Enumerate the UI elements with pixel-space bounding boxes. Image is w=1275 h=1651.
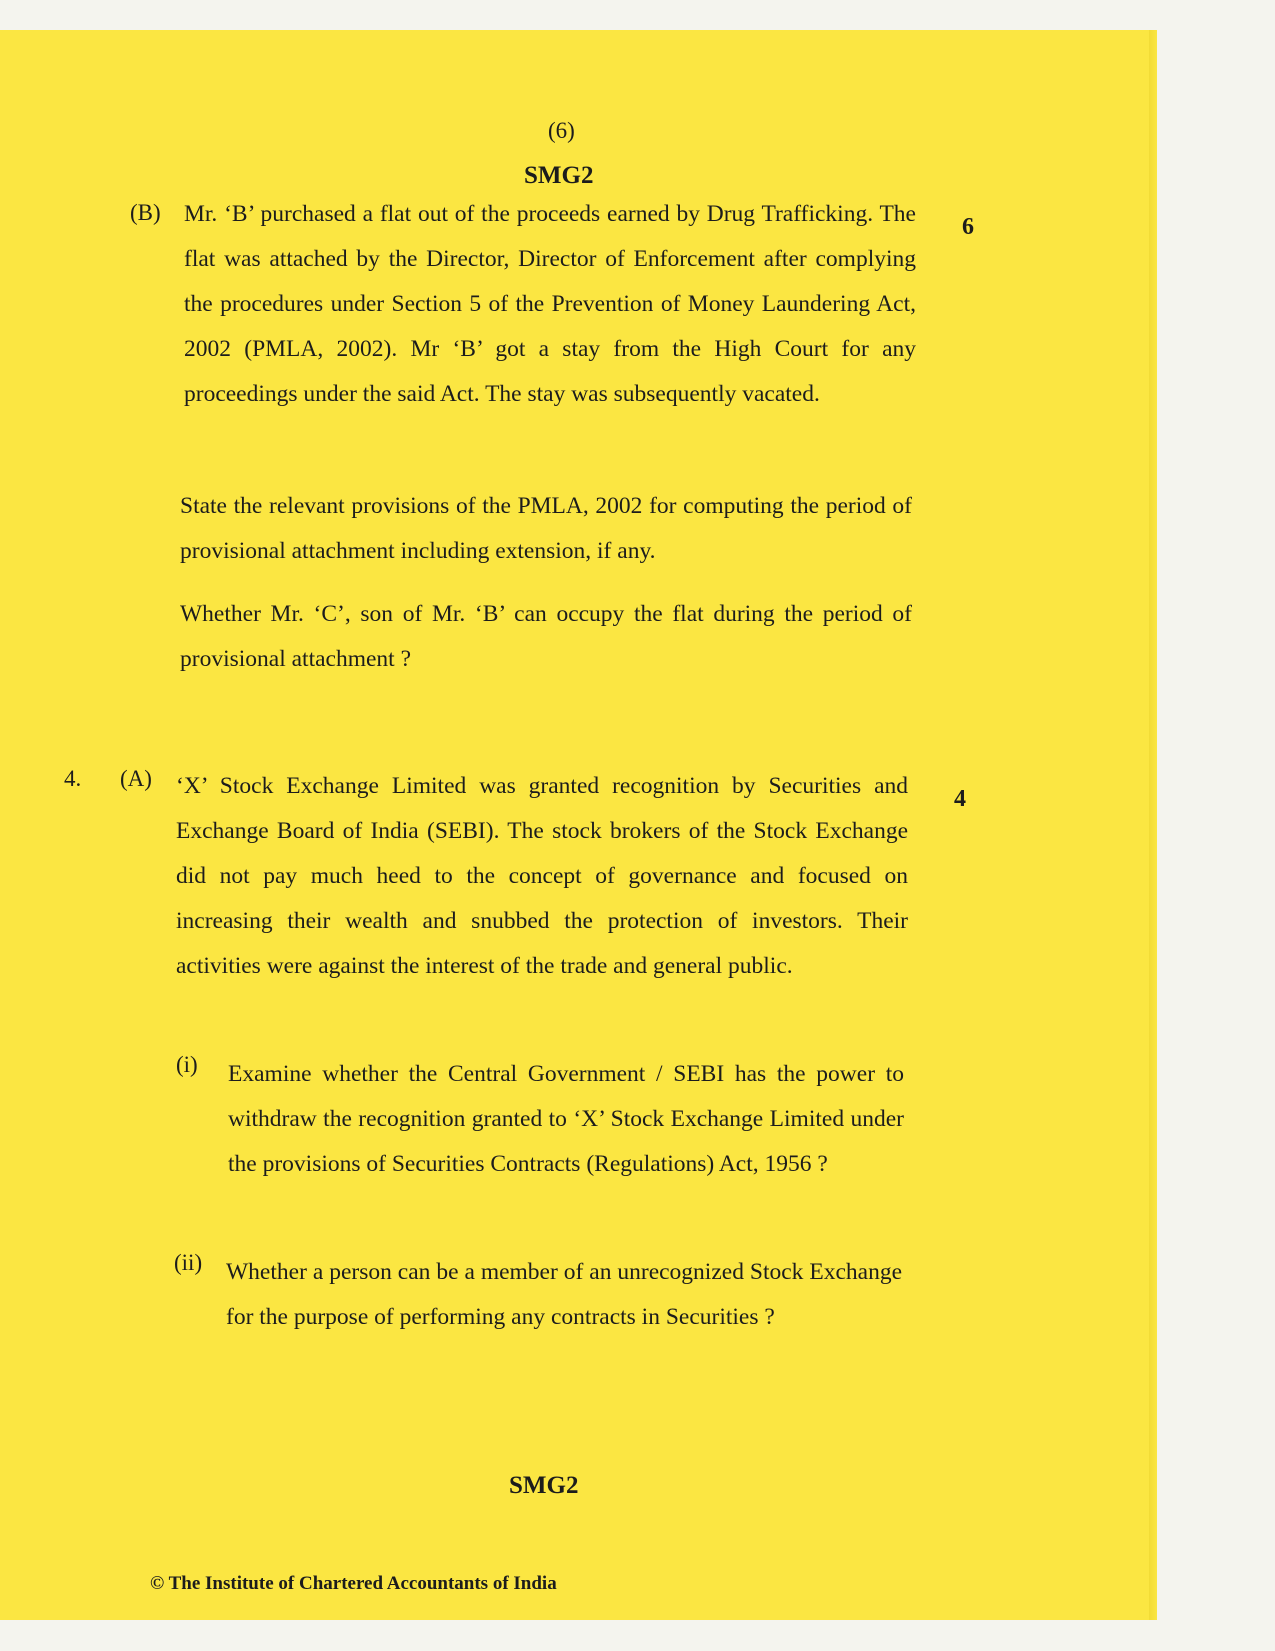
question-3b-marks: 6 bbox=[962, 214, 974, 240]
question-4a-sub-ii-label: (ii) bbox=[174, 1250, 203, 1275]
question-4a-paragraph-1: ‘X’ Stock Exchange Limited was granted recognition by Securities and Exchange Board of India (SEBI). The stock brokers of the Stock Exchange did not pay much heed to the concept of governance and focused on increasing their wealth and snubbed the protection of investors. Their activities were against the interest of the trade and general public. bbox=[176, 773, 908, 979]
question-4a-sub-ii-text: Whether a person can be a member of an unrecognized Stock Exchange for the purpose of performing any contracts in Securities ? bbox=[226, 1259, 902, 1330]
question-4-number: 4. bbox=[64, 766, 82, 791]
paper-code-footer: SMG2 bbox=[509, 1472, 579, 1499]
sheet-edge bbox=[1149, 30, 1157, 1620]
question-4a-label: (A) bbox=[120, 766, 152, 791]
copyright-notice: © The Institute of Chartered Accountants of India bbox=[150, 1573, 557, 1594]
question-4a-sub-i-text: Examine whether the Central Government / SEBI has the power to withdraw the recognition granted to ‘X’ Stock Exchange Limited under the provisions of Securities Contracts (Regulations) Act, 1956 ? bbox=[228, 1061, 904, 1177]
page-number: (6) bbox=[548, 118, 575, 143]
question-4a-sub-i-label: (i) bbox=[176, 1052, 198, 1077]
question-3b-paragraph-2: State the relevant provisions of the PMLA, 2002 for computing the period of provisional attachment including extension, if any. bbox=[180, 493, 912, 564]
question-3b-label: (B) bbox=[130, 200, 161, 225]
paper-code-header: SMG2 bbox=[524, 162, 594, 189]
question-4a-marks: 4 bbox=[954, 786, 966, 812]
question-3b-paragraph-3: Whether Mr. ‘C’, son of Mr. ‘B’ can occupy the flat during the period of provisional attachment ? bbox=[180, 601, 912, 672]
question-3b-paragraph-1: Mr. ‘B’ purchased a flat out of the proceeds earned by Drug Trafficking. The flat was attached by the Director, Director of Enforcement after complying the procedures under Section 5 of the Prevention of Money Laundering Act, 2002 (PMLA, 2002). Mr ‘B’ got a stay from the High Court for any proceedings under the said Act. The stay was subsequently vacated. bbox=[184, 201, 916, 407]
